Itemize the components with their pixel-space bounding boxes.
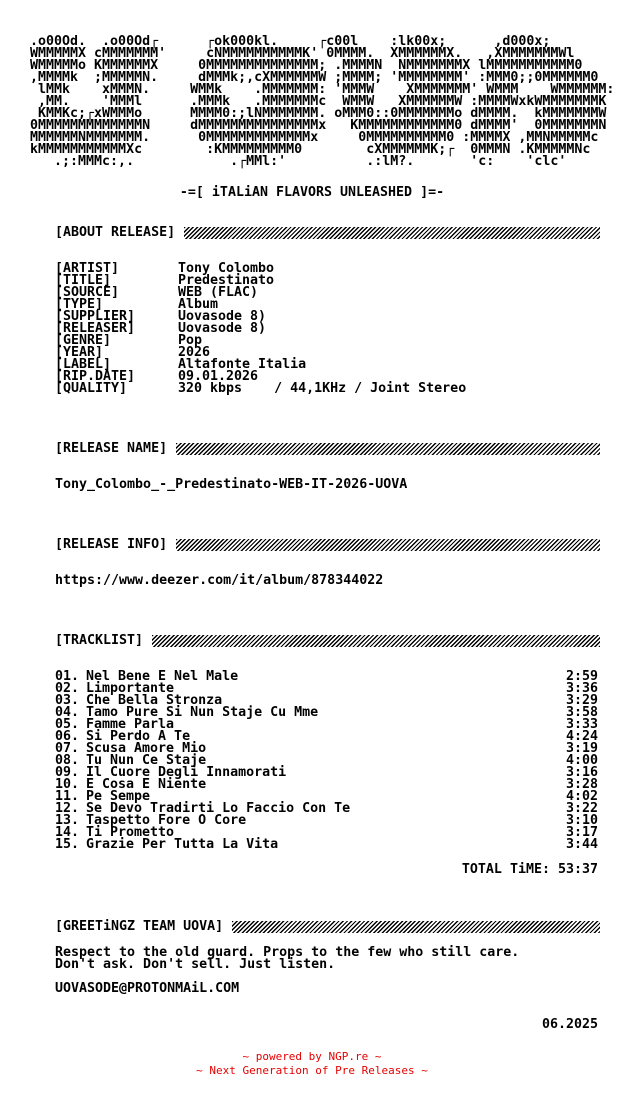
release-field-row (55, 275, 600, 287)
greetingz-section-header (55, 921, 600, 933)
release-info-url: https://www.deezer.com/it/album/878344022 (55, 573, 384, 588)
track-title: Pe Sempe (86, 789, 151, 804)
release-field-label: [TITLE] (55, 273, 112, 288)
total-time-value: 53:37 (557, 862, 598, 877)
track-number: 04. (55, 705, 80, 720)
track-duration: 3:19 (565, 741, 598, 756)
release-field-label: [RIP.DATE] (55, 369, 136, 384)
release-field-label: [YEAR] (55, 345, 104, 360)
release-info-header-label: [RELEASE INFO] (55, 537, 168, 552)
ascii-logo-line: .o00Od. .o00Od┌ ┌ok000kl. ┌c00l :lk00x; ,d000x; (30, 34, 551, 49)
track-duration: 4:02 (565, 789, 598, 804)
greetingz-line: Respect to the old guard. Props to the few who still care. (55, 945, 520, 960)
greetingz-line: Don't ask. Don't sell. Just listen. (55, 957, 336, 972)
ascii-logo-uova (30, 36, 614, 168)
track-number: 15. (55, 837, 80, 852)
release-field-label: [LABEL] (55, 357, 112, 372)
track-duration: 3:44 (565, 837, 598, 852)
release-field-label: [QUALITY] (55, 381, 128, 396)
about-release-header-label: [ABOUT RELEASE] (55, 225, 176, 240)
release-field-label: [SUPPLIER] (55, 309, 136, 324)
track-title: Il Cuore Degli Innamorati (86, 765, 287, 780)
track-number: 02. (55, 681, 80, 696)
tracklist-header-label: [TRACKLIST] (55, 633, 144, 648)
release-name-header-label: [RELEASE NAME] (55, 441, 168, 456)
release-field-value: Predestinato (178, 273, 275, 288)
release-field-value: Album (178, 297, 219, 312)
track-number: 12. (55, 801, 80, 816)
track-number: 09. (55, 765, 80, 780)
release-name-value: Tony_Colombo_-_Predestinato-WEB-IT-2026-UOVA (55, 477, 408, 492)
about-release-section-header (55, 227, 600, 239)
ascii-logo-line: lMMk xMMMN. WMMk .MMMMMMM: 'MMMW XMMMMMMM' WMMM WMMMMMM: (30, 82, 615, 97)
track-duration: 4:00 (565, 753, 598, 768)
track-duration: 3:58 (565, 705, 598, 720)
release-field-row (55, 263, 600, 275)
track-title: Taspetto Fore O Core (86, 813, 247, 828)
release-field-row (55, 323, 600, 335)
release-info-section-header (55, 539, 600, 551)
release-field-value: Tony Colombo (178, 261, 275, 276)
release-field-label: [RELEASER] (55, 321, 136, 336)
track-number: 14. (55, 825, 80, 840)
track-title: Tu Nun Ce Staje (86, 753, 207, 768)
track-title: Limportante (86, 681, 175, 696)
contact-email: UOVASODE@PROTONMAiL.COM (55, 981, 240, 996)
ascii-logo-line: WMMMMMo KMMMMMMX 0MMMMMMMMMMMMMM; .MMMMN NMMMMMMMX lMMMMMMMMMMM0 (30, 58, 583, 73)
track-number: 11. (55, 789, 80, 804)
release-field-row (55, 359, 600, 371)
track-title: Ti Prometto (86, 825, 175, 840)
track-title: Se Devo Tradirti Lo Faccio Con Te (86, 801, 351, 816)
track-title: Famme Parla (86, 717, 175, 732)
track-duration: 4:24 (565, 729, 598, 744)
release-field-row (55, 383, 600, 395)
track-duration: 3:10 (565, 813, 598, 828)
ascii-logo-line: KMMKc;┌xWMMMo MMMM0:;lNMMMMMMM. oMMM0::0MMMMMMMo dMMMM. kMMMMMMMW (30, 106, 607, 121)
release-field-row (55, 347, 600, 359)
release-field-value: Pop (178, 333, 203, 348)
release-field-value: Altafonte Italia (178, 357, 307, 372)
footer-red-line: ~ Next Generation of Pre Releases ~ (196, 1064, 428, 1077)
greetingz-text (55, 947, 519, 971)
release-field-row (55, 287, 600, 299)
track-duration: 3:33 (565, 717, 598, 732)
greetingz-header-label: [GREETiNGZ TEAM UOVA] (55, 919, 224, 934)
ascii-logo-line: ,MM. 'MMMl .MMMk .MMMMMMMc WMMW XMMMMMMW :MMMMWxkWMMMMMMMK (30, 94, 607, 109)
release-field-value: 320 kbps / 44,1KHz / Joint Stereo (178, 381, 467, 396)
release-field-value: Uovasode 8) (178, 309, 267, 324)
track-row (55, 839, 598, 851)
release-info-header-bar (176, 539, 600, 551)
tagline: -=[ iTALiAN FLAVORS UNLEASHED ]=- (179, 185, 445, 200)
track-number: 01. (55, 669, 80, 684)
track-number: 08. (55, 753, 80, 768)
track-number: 03. (55, 693, 80, 708)
track-duration: 3:17 (565, 825, 598, 840)
track-title: Tamo Pure Si Nun Staje Cu Mme (86, 705, 319, 720)
total-time-gap (550, 864, 558, 876)
release-name-section-header (55, 443, 600, 455)
track-number: 10. (55, 777, 80, 792)
ascii-logo-line: MMMMMMNMMMMMMM. 0MMMMMMMMMMMMMx 0MMMMMMMMMM0 :MMMMX ,MMNMMMMMc (30, 130, 599, 145)
release-name-header-bar (176, 443, 600, 455)
track-duration: 3:16 (565, 765, 598, 780)
release-date-footer: 06.2025 (541, 1017, 598, 1032)
ascii-logo-line: WMMMMMX cMMMMMMM' cNMMMMMMMMMMK' 0MMMM. XMMMMMMX. ,XMMMMMMMWl (30, 46, 575, 61)
track-title: Nel Bene E Nel Male (86, 669, 239, 684)
ascii-logo-line: ,MMMMk ;MMMMMN. dMMMk;,cXMMMMMMW ;MMMM; 'MMMMMMMM' :MMM0;;0MMMMMM0 (30, 70, 599, 85)
release-field-value: WEB (FLAC) (178, 285, 259, 300)
release-field-label: [SOURCE] (55, 285, 120, 300)
release-field-row (55, 335, 600, 347)
release-field-row (55, 299, 600, 311)
total-time-label: TOTAL TiME: (461, 862, 550, 877)
track-title: Si Perdo A Te (86, 729, 191, 744)
track-number: 07. (55, 741, 80, 756)
tracklist-section-header (55, 635, 600, 647)
release-field-label: [GENRE] (55, 333, 112, 348)
release-field-value: 2026 (178, 345, 211, 360)
release-field-label: [ARTIST] (55, 261, 120, 276)
track-duration: 3:22 (565, 801, 598, 816)
track-duration: 2:59 (565, 669, 598, 684)
track-title: Che Bella Stronza (86, 693, 223, 708)
greetingz-header-bar (232, 921, 600, 933)
ascii-logo-line: kMMMMMMMMMMMXc :KMMMMMMMMM0 cXMMMMMMK;┌ 0MMMN .KMMMMMNc (30, 142, 591, 157)
footer-red-lines (0, 1051, 624, 1079)
track-duration: 3:28 (565, 777, 598, 792)
release-field-row (55, 311, 600, 323)
tracklist-header-bar (152, 635, 600, 647)
release-field-value: Uovasode 8) (178, 321, 267, 336)
track-number: 13. (55, 813, 80, 828)
release-field-label: [TYPE] (55, 297, 104, 312)
about-release-fields (55, 263, 600, 395)
total-time-row (55, 864, 598, 876)
tracklist (55, 671, 598, 851)
track-title: E Cosa E Niente (86, 777, 207, 792)
track-number: 05. (55, 717, 80, 732)
track-title: Grazie Per Tutta La Vita (86, 837, 279, 852)
track-duration: 3:29 (565, 693, 598, 708)
track-number: 06. (55, 729, 80, 744)
about-release-header-bar (184, 227, 600, 239)
ascii-logo-line: 0MMMMMMMMMMMMMN dMMMMMMMMMMMMMMMx KMMMMMMMMMMMM0 dMMMM' 0MMMMMMMN (30, 118, 607, 133)
ascii-logo-line: .;:MMMc:,. .┌MMl:' .:lM?. 'c: 'clc' (30, 154, 567, 169)
track-duration: 3:36 (565, 681, 598, 696)
footer-red-line: ~ powered by NGP.re ~ (242, 1050, 382, 1063)
release-field-value: 09.01.2026 (178, 369, 259, 384)
track-title: Scusa Amore Mio (86, 741, 207, 756)
